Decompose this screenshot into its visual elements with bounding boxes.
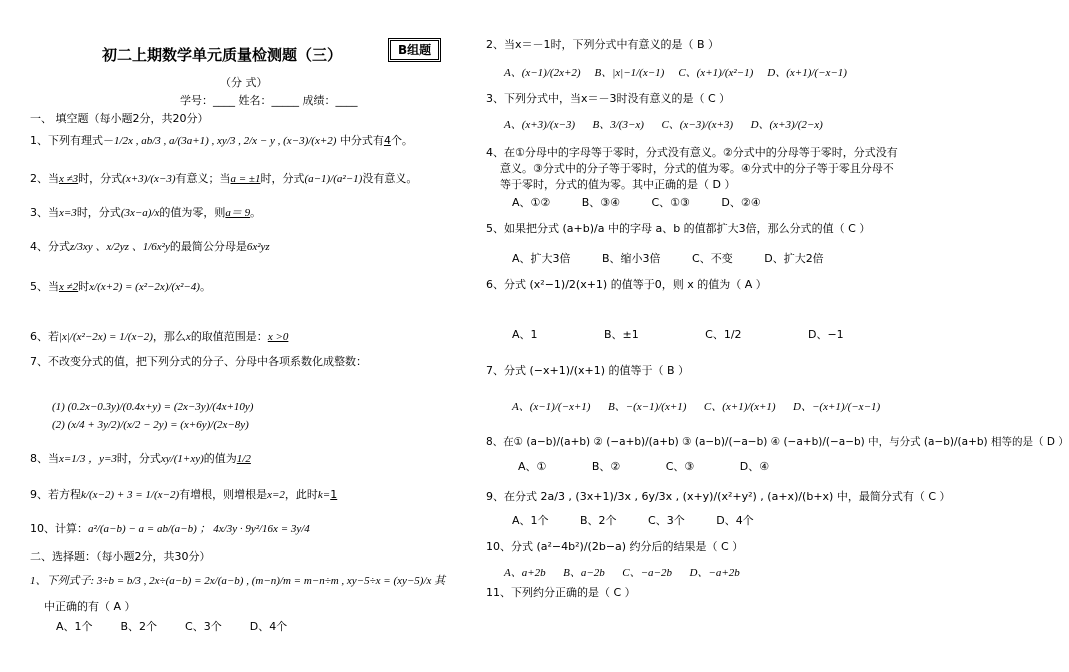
r-q4-line3: 等于零时，分式的值为零。其中正确的是（ D ） bbox=[500, 178, 736, 191]
r-q4-options: A、①② B、③④ C、①③ D、②④ bbox=[512, 196, 761, 209]
r-q8-options: A、① B、② C、③ D、④ bbox=[518, 460, 770, 473]
r-q8: 8、在① (a−b)/(a+b) ② (−a+b)/(a+b) ③ (a−b)/(−a−b) ④ (−a+b)/(−a−b) 中，与分式 (a−b)/(a+b) 相等的是（ D ） bbox=[486, 436, 1069, 448]
page-title: 初二上期数学单元质量检测题（三） bbox=[102, 46, 343, 64]
r-q10: 10、分式 (a²−4b²)/(2b−a) 约分后的结果是（ C ） bbox=[486, 540, 744, 553]
q7: 7、不改变分式的值，把下列分式的分子、分母中各项系数化成整数： bbox=[30, 355, 367, 368]
q9: 9、若方程k/(x−2) + 3 = 1/(x−2)有增根，则增根是x=2，此时k=1 bbox=[30, 488, 338, 501]
q1: 1、下列有理式－1/2x , ab/3 , a/(3a+1) , xy/3 , 2/x − y , (x−3)/(x+2) 中分式有4个。 bbox=[30, 134, 413, 147]
r-q7-options: A、(x−1)/(−x+1) B、−(x−1)/(x+1) C、(x+1)/(x+1) D、−(x+1)/(−x−1) bbox=[512, 401, 881, 413]
section1-heading: 一、 填空题（每小题2分，共20分） bbox=[30, 112, 209, 125]
r-q5: 5、如果把分式 (a+b)/a 中的字母 a、b 的值都扩大3倍，那么分式的值（ C ） bbox=[486, 222, 871, 235]
q5: 5、当x ≠2时x/(x+2) = (x²−2x)/(x²−4)。 bbox=[30, 280, 211, 293]
group-badge: B组题 bbox=[388, 38, 441, 62]
r-q6-options: A、1 B、±1 C、1/2 D、−1 bbox=[512, 328, 844, 341]
r-q5-options: A、扩大3倍 B、缩小3倍 C、不变 D、扩大2倍 bbox=[512, 252, 824, 265]
r-q9-options: A、1个 B、2个 C、3个 D、4个 bbox=[512, 514, 754, 527]
r-q2: 2、当x＝－1时，下列分式中有意义的是（ B ） bbox=[486, 38, 720, 51]
s2-q1-options: A、1个 B、2个 C、3个 D、4个 bbox=[56, 620, 288, 633]
subtitle: （分 式） bbox=[220, 76, 268, 89]
s2-q1-cont: 中正确的有（ A ） bbox=[44, 600, 136, 613]
q7-1: (1) (0.2x−0.3y)/(0.4x+y) = (2x−3y)/(4x+10y) bbox=[52, 401, 254, 413]
section2-heading: 二、选择题：（每小题2分，共30分） bbox=[30, 550, 211, 563]
r-q4-line2: 意义。③分式中的分子等于零时，分式的值为零。④分式中的分子等于零且分母不 bbox=[500, 162, 894, 175]
q2: 2、当x ≠3时，分式(x+3)/(x−3)有意义；当a = ±1时，分式(a−1)/(a²−1)没有意义。 bbox=[30, 172, 418, 185]
r-q3: 3、下列分式中，当x＝－3时没有意义的是（ C ） bbox=[486, 92, 731, 105]
r-q11: 11、下列约分正确的是（ C ） bbox=[486, 586, 636, 599]
student-info: 学号：____ 姓名：_____ 成绩：____ bbox=[180, 94, 358, 107]
r-q7: 7、分式 (−x+1)/(x+1) 的值等于（ B ） bbox=[486, 364, 690, 377]
r-q4-line1: 4、在①分母中的字母等于零时，分式没有意义。②分式中的分母等于零时，分式没有 bbox=[486, 146, 898, 159]
r-q9: 9、在分式 2a/3 , (3x+1)/3x , 6y/3x , (x+y)/(x²+y²) , (a+x)/(b+x) 中，最简分式有（ C ） bbox=[486, 490, 951, 503]
r-q6: 6、分式 (x²−1)/2(x+1) 的值等于0，则 x 的值为（ A ） bbox=[486, 278, 767, 291]
q3: 3、当x=3时，分式(3x−a)/x的值为零，则a＝ 9。 bbox=[30, 206, 262, 219]
q6: 6、若|x|/(x²−2x) = 1/(x−2)，那么x的取值范围是：x >0 bbox=[30, 330, 289, 343]
s2-q1: 1、下列式子: 3÷b = b/3 , 2x÷(a−b) = 2x/(a−b) , (m−n)/m = m−n÷m , xy−5÷x = (xy−5)/x 其 bbox=[30, 575, 446, 587]
r-q2-options: A、(x−1)/(2x+2) B、|x|−1/(x−1) C、(x+1)/(x²−1) D、(x+1)/(−x−1) bbox=[504, 67, 847, 79]
q4: 4、分式z/3xy 、x/2yz 、1/6x²y的最简公分母是6x²yz bbox=[30, 240, 270, 253]
r-q3-options: A、(x+3)/(x−3) B、3/(3−x) C、(x−3)/(x+3) D、(x+3)/(2−x) bbox=[504, 119, 823, 131]
q8: 8、当x=1/3 ，y=3时，分式xy/(1+xy)的值为1/2 bbox=[30, 452, 251, 465]
q7-2: (2) (x/4 + 3y/2)/(x/2 − 2y) = (x+6y)/(2x−8y) bbox=[52, 419, 249, 431]
r-q10-options: A、a+2b B、a−2b C、−a−2b D、−a+2b bbox=[504, 567, 740, 579]
q10: 10、计算：a²/(a−b) − a = ab/(a−b) ； 4x/3y · 9y²/16x = 3y/4 bbox=[30, 522, 310, 535]
